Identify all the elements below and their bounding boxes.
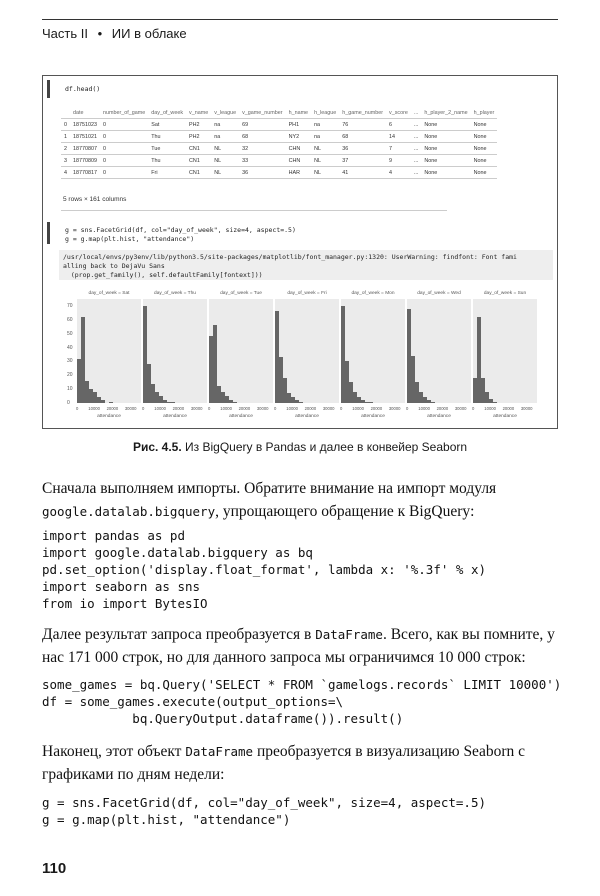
table-cell: NL [211, 155, 239, 167]
x-tick-label: 10000 [154, 406, 166, 411]
table-cell: Fri [148, 167, 186, 179]
facet-title: day_of_week = Sat [88, 291, 130, 296]
caption-label: Рис. 4.5. [132, 440, 182, 454]
output-separator [61, 210, 447, 211]
x-axis-label: attendance [229, 414, 253, 419]
histogram-bar [109, 402, 113, 403]
facet-panel [142, 291, 207, 419]
cell-marker [47, 80, 50, 98]
x-tick-label: 0 [142, 406, 145, 411]
histogram-plot [143, 299, 207, 403]
x-tick-label: 0 [274, 406, 277, 411]
cell-marker [47, 222, 50, 244]
table-cell: None [471, 119, 498, 131]
table-cell: 9 [386, 155, 411, 167]
paragraph-3 [42, 740, 558, 786]
paragraph-2 [42, 623, 558, 669]
table-cell: 2 [61, 143, 70, 155]
running-header [42, 26, 187, 41]
table-cell: CHN [286, 155, 311, 167]
table-cell: 37 [339, 155, 386, 167]
table-cell: 18751021 [70, 131, 100, 143]
facet-panel [208, 291, 273, 419]
code-line: from io import BytesIO [42, 596, 208, 611]
para-text: Сначала выполняем импорты. Обратите внимание на импорт модуля [42, 480, 497, 497]
table-header-cell: h_league [311, 107, 339, 119]
section-label: Часть II [42, 26, 88, 41]
header-bullet: • [97, 26, 103, 41]
facet-title: day_of_week = Mon [351, 291, 395, 296]
table-header-cell: h_name [286, 107, 311, 119]
table-cell: 36 [339, 143, 386, 155]
code-block-3 [42, 794, 486, 828]
facet-panel [472, 291, 537, 419]
x-tick-label: 0 [208, 406, 211, 411]
table-cell: NL [311, 143, 339, 155]
table-cell: 6 [386, 119, 411, 131]
table-cell: 69 [239, 119, 285, 131]
code-block-1 [42, 527, 486, 612]
inline-code: google.datalab.bigquery [42, 504, 216, 519]
y-tick-label: 40 [67, 344, 73, 351]
table-cell: na [211, 131, 239, 143]
table-cell: NL [211, 143, 239, 155]
x-tick-label: 10000 [484, 406, 496, 411]
x-axis-label: attendance [493, 414, 517, 419]
code-block-2 [42, 676, 561, 727]
table-cell: 68 [239, 131, 285, 143]
para-text: Наконец, этот объект [42, 743, 186, 760]
table-header-cell: v_score [386, 107, 411, 119]
facet-panel [340, 291, 405, 419]
cell-code-line: g = sns.FacetGrid(df, col="day_of_week", size=4, aspect=.5) [65, 226, 296, 234]
histogram-bar [233, 402, 237, 403]
table-cell: 1 [61, 131, 70, 143]
table-cell: 0 [100, 119, 148, 131]
table-cell: None [421, 143, 470, 155]
table-header-cell: v_league [211, 107, 239, 119]
x-tick-label: 30000 [256, 406, 269, 411]
x-tick-label: 10000 [88, 406, 100, 411]
rows-note: 5 rows × 161 columns [63, 196, 127, 203]
x-tick-label: 20000 [304, 406, 317, 411]
code-line: import pandas as pd [42, 528, 185, 543]
y-tick-label: 60 [67, 316, 73, 323]
table-cell: None [421, 155, 470, 167]
table-cell: 0 [100, 143, 148, 155]
table-row [61, 155, 497, 167]
x-tick-label: 30000 [520, 406, 533, 411]
table-header-cell: date [70, 107, 100, 119]
warning-line: alling back to DejaVu Sans [63, 262, 165, 270]
x-tick-label: 30000 [388, 406, 401, 411]
x-tick-label: 0 [76, 406, 79, 411]
x-tick-label: 30000 [124, 406, 137, 411]
table-cell: Thu [148, 131, 186, 143]
para-text: Далее результат запроса преобразуется в [42, 626, 316, 643]
table-cell: None [471, 131, 498, 143]
table-header-cell: ... [411, 107, 422, 119]
x-tick-label: 10000 [352, 406, 364, 411]
x-tick-label: 20000 [436, 406, 449, 411]
warning-output [59, 250, 553, 280]
code-line: some_games = bq.Query('SELECT * FROM `gamelogs.records` LIMIT 10000') [42, 677, 562, 692]
table-cell: 68 [339, 131, 386, 143]
x-tick-label: 20000 [370, 406, 383, 411]
table-cell: CN1 [186, 143, 211, 155]
table-cell: ... [411, 155, 422, 167]
y-tick-label: 10 [67, 386, 73, 393]
para-text: . Всего, как вы помните, у нас 171 000 строк, но для данного запроса мы ограничимся 10 000 строк: [42, 626, 555, 666]
cell-code: df.head() [65, 85, 101, 93]
table-cell: None [471, 155, 498, 167]
x-tick-label: 0 [406, 406, 409, 411]
table-cell: 33 [239, 155, 285, 167]
x-tick-label: 30000 [454, 406, 467, 411]
table-cell: Sat [148, 119, 186, 131]
caption-text: Из BigQuery в Pandas и далее в конвейер Seaborn [185, 440, 468, 454]
table-cell: na [311, 131, 339, 143]
code-line: pd.set_option('display.float_format', lambda x: '%.3f' % x) [42, 562, 487, 577]
table-cell: PH2 [186, 119, 211, 131]
table-row [61, 131, 497, 143]
histogram-plot [407, 299, 471, 403]
table-cell: Thu [148, 155, 186, 167]
x-tick-label: 0 [472, 406, 475, 411]
table-header-cell [61, 107, 70, 119]
warning-line: (prop.get_family(), self.defaultFamily[fontext])) [63, 271, 263, 279]
dataframe-table [61, 107, 497, 179]
table-header-cell: h_player_2_name [421, 107, 470, 119]
inline-code: DataFrame [315, 627, 383, 642]
table-cell: HAR [286, 167, 311, 179]
x-tick-label: 20000 [106, 406, 119, 411]
x-tick-label: 20000 [502, 406, 515, 411]
code-line: g = sns.FacetGrid(df, col="day_of_week", size=4, aspect=.5) [42, 795, 487, 810]
x-tick-label: 0 [340, 406, 343, 411]
table-cell: 0 [100, 131, 148, 143]
table-cell: NL [311, 155, 339, 167]
chapter-title: ИИ в облаке [111, 26, 187, 41]
table-cell: 4 [386, 167, 411, 179]
histogram-plot [473, 299, 537, 403]
histogram-plot [77, 299, 141, 403]
inline-code: DataFrame [185, 744, 254, 759]
para-text: , упрощающего обращение к BigQuery: [215, 503, 475, 520]
table-header-cell: number_of_game [100, 107, 148, 119]
table-cell: 76 [339, 119, 386, 131]
histogram-plot [341, 299, 405, 403]
x-axis-label: attendance [295, 414, 319, 419]
table-cell: None [471, 167, 498, 179]
table-cell: ... [411, 131, 422, 143]
table-cell: 41 [339, 167, 386, 179]
table-cell: PH2 [186, 131, 211, 143]
x-tick-label: 10000 [286, 406, 298, 411]
table-header-cell: h_game_number [339, 107, 386, 119]
table-cell: None [421, 167, 470, 179]
x-tick-label: 10000 [418, 406, 430, 411]
table-row [61, 143, 497, 155]
facet-panel [406, 291, 471, 419]
table-cell: 0 [61, 119, 70, 131]
x-tick-label: 20000 [172, 406, 185, 411]
histogram-plot [209, 299, 273, 403]
table-cell: ... [411, 143, 422, 155]
table-cell: 0 [100, 167, 148, 179]
code-line: g = g.map(plt.hist, "attendance") [42, 812, 291, 827]
code-line: import google.datalab.bigquery as bq [42, 545, 313, 560]
facet-title: day_of_week = Fri [287, 291, 327, 296]
facet-panel [76, 291, 141, 419]
figure-caption [0, 440, 600, 454]
x-axis-label: attendance [361, 414, 385, 419]
table-cell: NY2 [286, 131, 311, 143]
table-header-cell: h_player [471, 107, 498, 119]
histogram-bar [171, 402, 175, 403]
page-number: 110 [42, 860, 67, 877]
code-line: df = some_games.execute(output_options=\ [42, 694, 344, 709]
table-header-cell: v_game_number [239, 107, 285, 119]
table-cell: na [211, 119, 239, 131]
table-row [61, 167, 497, 179]
table-cell: na [311, 119, 339, 131]
table-cell: CN1 [186, 167, 211, 179]
facet-title: day_of_week = Wed [417, 291, 461, 296]
table-row [61, 119, 497, 131]
table-header-cell: day_of_week [148, 107, 186, 119]
notebook-screenshot [42, 75, 558, 429]
facet-panel [274, 291, 339, 419]
facet-title: day_of_week = Thu [154, 291, 196, 296]
y-tick-label: 0 [67, 400, 70, 406]
table-cell: PH1 [286, 119, 311, 131]
y-tick-label: 20 [67, 372, 73, 379]
facet-title: day_of_week = Sun [483, 291, 527, 296]
y-tick-label: 70 [67, 302, 73, 309]
table-cell: 4 [61, 167, 70, 179]
table-cell: 32 [239, 143, 285, 155]
warning-line: /usr/local/envs/py3env/lib/python3.5/site-packages/matplotlib/font_manager.py:1320: UserWarning: findfont: Font fami [63, 253, 517, 261]
table-cell: 7 [386, 143, 411, 155]
table-cell: CN1 [186, 155, 211, 167]
x-tick-label: 30000 [190, 406, 203, 411]
table-cell: ... [411, 119, 422, 131]
table-cell: 18751023 [70, 119, 100, 131]
x-tick-label: 30000 [322, 406, 335, 411]
x-tick-label: 10000 [220, 406, 232, 411]
table-cell: None [421, 131, 470, 143]
table-cell: CHN [286, 143, 311, 155]
paragraph-1 [42, 477, 558, 523]
histogram-bar [369, 402, 373, 403]
x-axis-label: attendance [97, 414, 121, 419]
histogram-plot [275, 299, 339, 403]
table-cell: ... [411, 167, 422, 179]
header-rule [42, 19, 558, 20]
histogram-bar [493, 402, 497, 403]
histogram-bar [431, 402, 435, 403]
table-cell: 3 [61, 155, 70, 167]
y-tick-label: 50 [67, 330, 73, 337]
facet-title: day_of_week = Tue [220, 291, 262, 296]
x-axis-label: attendance [163, 414, 187, 419]
table-cell: NL [311, 167, 339, 179]
table-cell: None [471, 143, 498, 155]
table-cell: Tue [148, 143, 186, 155]
cell-code-line: g = g.map(plt.hist, "attendance") [65, 235, 195, 243]
table-cell: 18770809 [70, 155, 100, 167]
histogram-bar [101, 400, 105, 403]
para-text: преобразуется в визуализацию Seaborn с графиками по дням недели: [42, 743, 525, 783]
table-header-cell: v_name [186, 107, 211, 119]
x-tick-label: 20000 [238, 406, 251, 411]
y-tick-label: 30 [67, 358, 73, 365]
table-cell: None [421, 119, 470, 131]
table-cell: 18770817 [70, 167, 100, 179]
x-axis-label: attendance [427, 414, 451, 419]
code-line: import seaborn as sns [42, 579, 201, 594]
histogram-bar [299, 402, 303, 403]
table-cell: NL [211, 167, 239, 179]
code-line: bq.QueryOutput.dataframe()).result() [42, 711, 404, 726]
table-cell: 14 [386, 131, 411, 143]
table-cell: 18770807 [70, 143, 100, 155]
table-cell: 0 [100, 155, 148, 167]
table-cell: 36 [239, 167, 285, 179]
